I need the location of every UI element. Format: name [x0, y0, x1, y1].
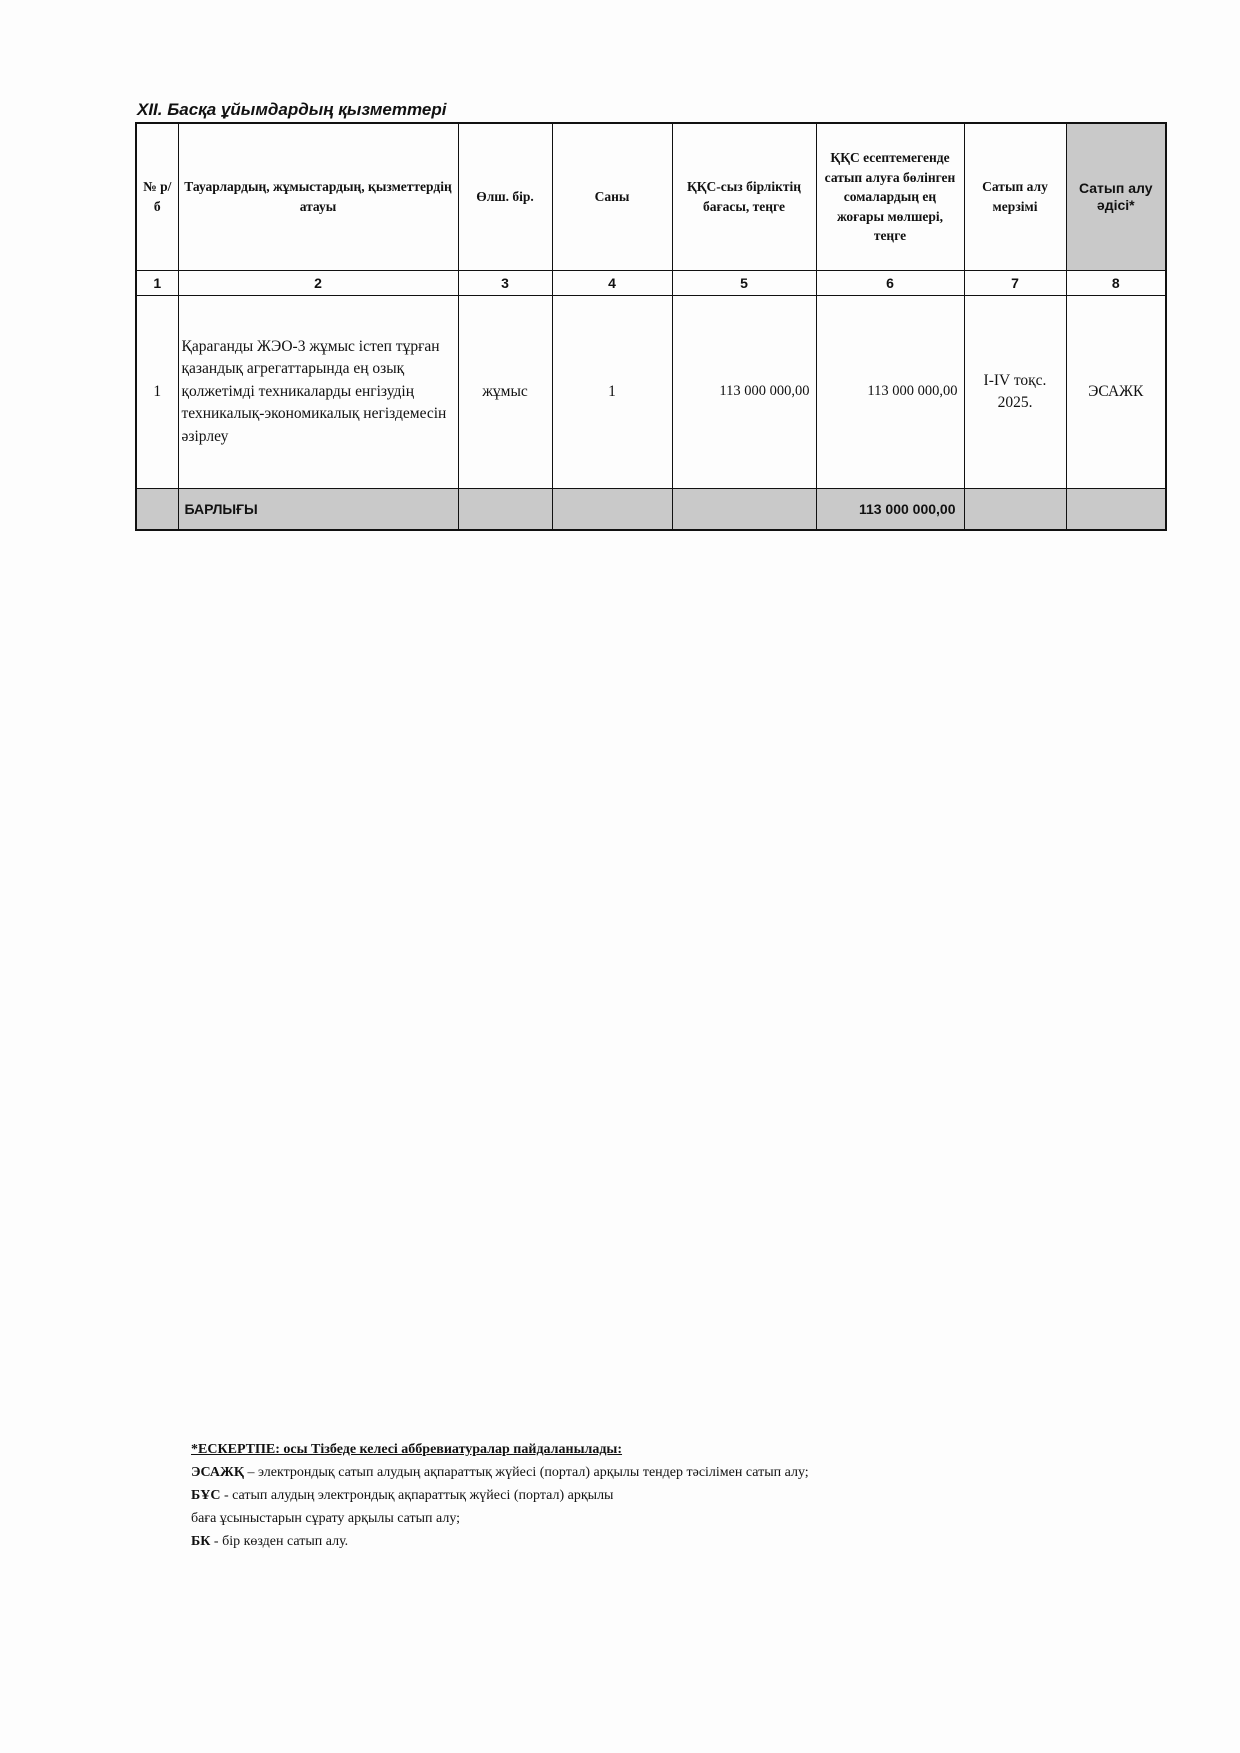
header-row — [136, 123, 1166, 271]
column-number: 8 — [1066, 271, 1166, 296]
footnote-line — [191, 1461, 991, 1484]
item-period-line2: 2025. — [997, 394, 1033, 411]
column-number: 5 — [672, 271, 816, 296]
column-number-row — [136, 271, 1166, 296]
footnote-line — [191, 1507, 991, 1530]
footnote-abbr: БҰС — [191, 1488, 221, 1503]
column-number: 3 — [458, 271, 552, 296]
header-cell-unit-price: ҚҚС-сыз бірліктің бағасы, теңге — [672, 123, 816, 271]
item-max-amount: 113 000 000,00 — [816, 296, 964, 489]
column-number: 6 — [816, 271, 964, 296]
footnote-text: - бір көзден сатып алу. — [210, 1534, 349, 1549]
header-cell-method: Сатып алу әдісі* — [1066, 123, 1166, 271]
header-cell-period: Сатып алу мерзімі — [964, 123, 1066, 271]
footnote-text: баға ұсыныстарын сұрату арқылы сатып алу; — [191, 1511, 461, 1526]
total-empty-cell — [964, 489, 1066, 531]
footnote-text: – электрондық сатып алудың ақпараттық жүйесі (портал) арқылы тендер тәсілімен сатып алу; — [244, 1465, 809, 1480]
row-number: 1 — [136, 296, 178, 489]
total-amount: 113 000 000,00 — [816, 489, 964, 531]
footnote-line — [191, 1530, 991, 1553]
item-unit-price: 113 000 000,00 — [672, 296, 816, 489]
item-method: ЭСАЖК — [1066, 296, 1166, 489]
procurement-table — [135, 122, 1167, 531]
item-quantity: 1 — [552, 296, 672, 489]
section-title: XII. Басқа ұйымдардың қызметтері — [137, 100, 447, 119]
column-number: 4 — [552, 271, 672, 296]
footnote-abbr: БК — [191, 1534, 211, 1549]
header-cell-unit: Өлш. бір. — [458, 123, 552, 271]
footnote — [191, 1438, 991, 1553]
item-unit: жұмыс — [458, 296, 552, 489]
header-cell-max-amount: ҚҚС есептемегенде сатып алуға бөлінген сомалардың ең жоғары мөлшері, теңге — [816, 123, 964, 271]
column-number: 1 — [136, 271, 178, 296]
total-empty-cell — [1066, 489, 1166, 531]
total-row — [136, 489, 1166, 531]
total-empty-cell — [136, 489, 178, 531]
footnote-abbr: ЭСАЖҚ — [191, 1465, 245, 1480]
header-cell-name: Тауарлардың, жұмыстардың, қызметтердің атауы — [178, 123, 458, 271]
footnote-heading: *ЕСКЕРТПЕ: осы Тізбеде келесі аббревиатуралар пайдаланылады: — [191, 1442, 623, 1457]
header-cell-qty: Саны — [552, 123, 672, 271]
header-cell-no: № р/б — [136, 123, 178, 271]
item-period-line1: I-IV тоқс. — [983, 371, 1047, 389]
item-period — [964, 296, 1066, 489]
total-label: БАРЛЫҒЫ — [178, 489, 458, 531]
item-name: Қараганды ЖЭО-3 жұмыс істеп тұрған қазандық агрегаттарында ең озық қолжетімді техникаларды енгізудің техникалық-экономикалық негіздемесін әзірлеу — [178, 296, 458, 489]
footnote-text: - сатып алудың электрондық ақпараттық жүйесі (портал) арқылы — [220, 1488, 614, 1503]
total-empty-cell — [458, 489, 552, 531]
total-empty-cell — [672, 489, 816, 531]
column-number: 2 — [178, 271, 458, 296]
total-empty-cell — [552, 489, 672, 531]
column-number: 7 — [964, 271, 1066, 296]
table-row — [136, 296, 1166, 489]
footnote-line — [191, 1484, 991, 1507]
